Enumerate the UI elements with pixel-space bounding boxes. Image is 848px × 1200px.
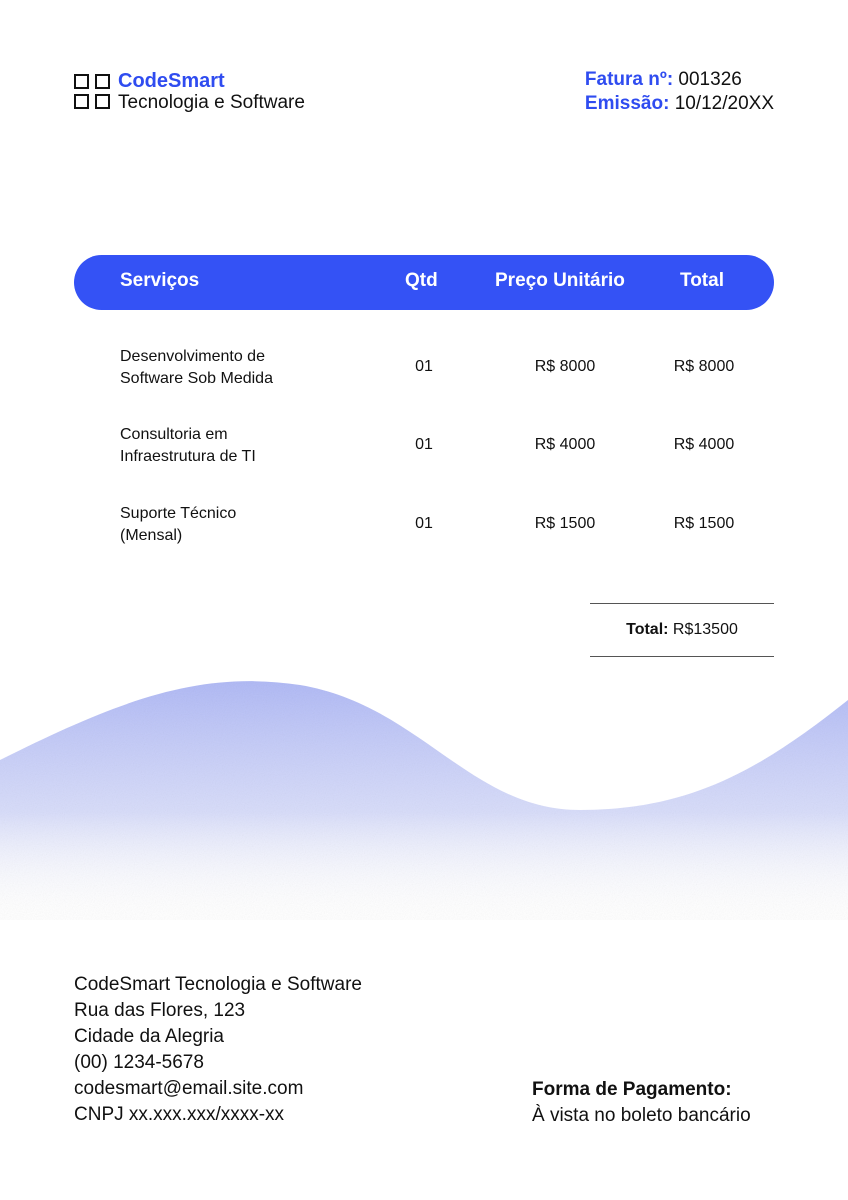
header-service: Serviços bbox=[120, 270, 200, 291]
brand-name: CodeSmart bbox=[118, 70, 225, 92]
brand-subtitle: Tecnologia e Software bbox=[118, 92, 305, 113]
service-line1: Desenvolvimento de bbox=[120, 348, 265, 365]
table-row bbox=[74, 503, 774, 553]
invoice-number: 001326 bbox=[678, 69, 742, 90]
qty-cell: 01 bbox=[415, 358, 433, 375]
header-unit-price: Preço Unitário bbox=[495, 270, 625, 291]
invoice-total bbox=[590, 603, 774, 657]
invoice-number-label: Fatura nº: bbox=[584, 69, 674, 90]
service-line2: Infraestrutura de TI bbox=[120, 448, 256, 465]
payment-value: À vista no boleto bancário bbox=[532, 1105, 751, 1126]
company-name: CodeSmart Tecnologia e Software bbox=[74, 974, 362, 995]
qty-cell: 01 bbox=[415, 436, 433, 453]
company-email: codesmart@email.site.com bbox=[74, 1078, 304, 1099]
table-header bbox=[74, 255, 774, 310]
total-cell: R$ 8000 bbox=[673, 358, 735, 375]
total-value: R$13500 bbox=[672, 621, 738, 638]
logo-grid-icon bbox=[74, 74, 110, 112]
service-line1: Consultoria em bbox=[120, 426, 228, 443]
total-cell: R$ 1500 bbox=[673, 515, 735, 532]
unit-price-cell: R$ 8000 bbox=[534, 358, 596, 375]
decorative-wave bbox=[0, 660, 848, 920]
total-label: Total: bbox=[626, 621, 669, 638]
service-line2: Software Sob Medida bbox=[120, 370, 273, 387]
invoice-issue-line bbox=[585, 92, 774, 116]
brand bbox=[74, 70, 305, 114]
invoice-issue-date: 10/12/20XX bbox=[674, 93, 774, 114]
company-contact bbox=[74, 972, 362, 1128]
invoice-number-line bbox=[585, 68, 774, 92]
qty-cell: 01 bbox=[415, 515, 433, 532]
header-total: Total bbox=[680, 270, 724, 291]
company-city: Cidade da Alegria bbox=[74, 1026, 224, 1047]
table-row bbox=[74, 346, 774, 396]
payment-info bbox=[532, 1077, 751, 1129]
company-cnpj: CNPJ xx.xxx.xxx/xxxx-xx bbox=[74, 1104, 285, 1125]
company-address: Rua das Flores, 123 bbox=[74, 1000, 246, 1021]
service-description bbox=[120, 503, 320, 547]
service-description bbox=[120, 424, 320, 468]
total-cell: R$ 4000 bbox=[673, 436, 735, 453]
payment-label: Forma de Pagamento: bbox=[532, 1079, 732, 1100]
service-line2: (Mensal) bbox=[120, 527, 183, 544]
invoice-meta bbox=[585, 68, 774, 116]
unit-price-cell: R$ 4000 bbox=[534, 436, 596, 453]
service-description bbox=[120, 346, 320, 390]
invoice-issue-label: Emissão: bbox=[584, 93, 670, 114]
table-row bbox=[74, 424, 774, 474]
unit-price-cell: R$ 1500 bbox=[534, 515, 596, 532]
company-phone: (00) 1234-5678 bbox=[74, 1052, 204, 1073]
service-line1: Suporte Técnico bbox=[120, 505, 237, 522]
header-qty: Qtd bbox=[405, 270, 438, 291]
